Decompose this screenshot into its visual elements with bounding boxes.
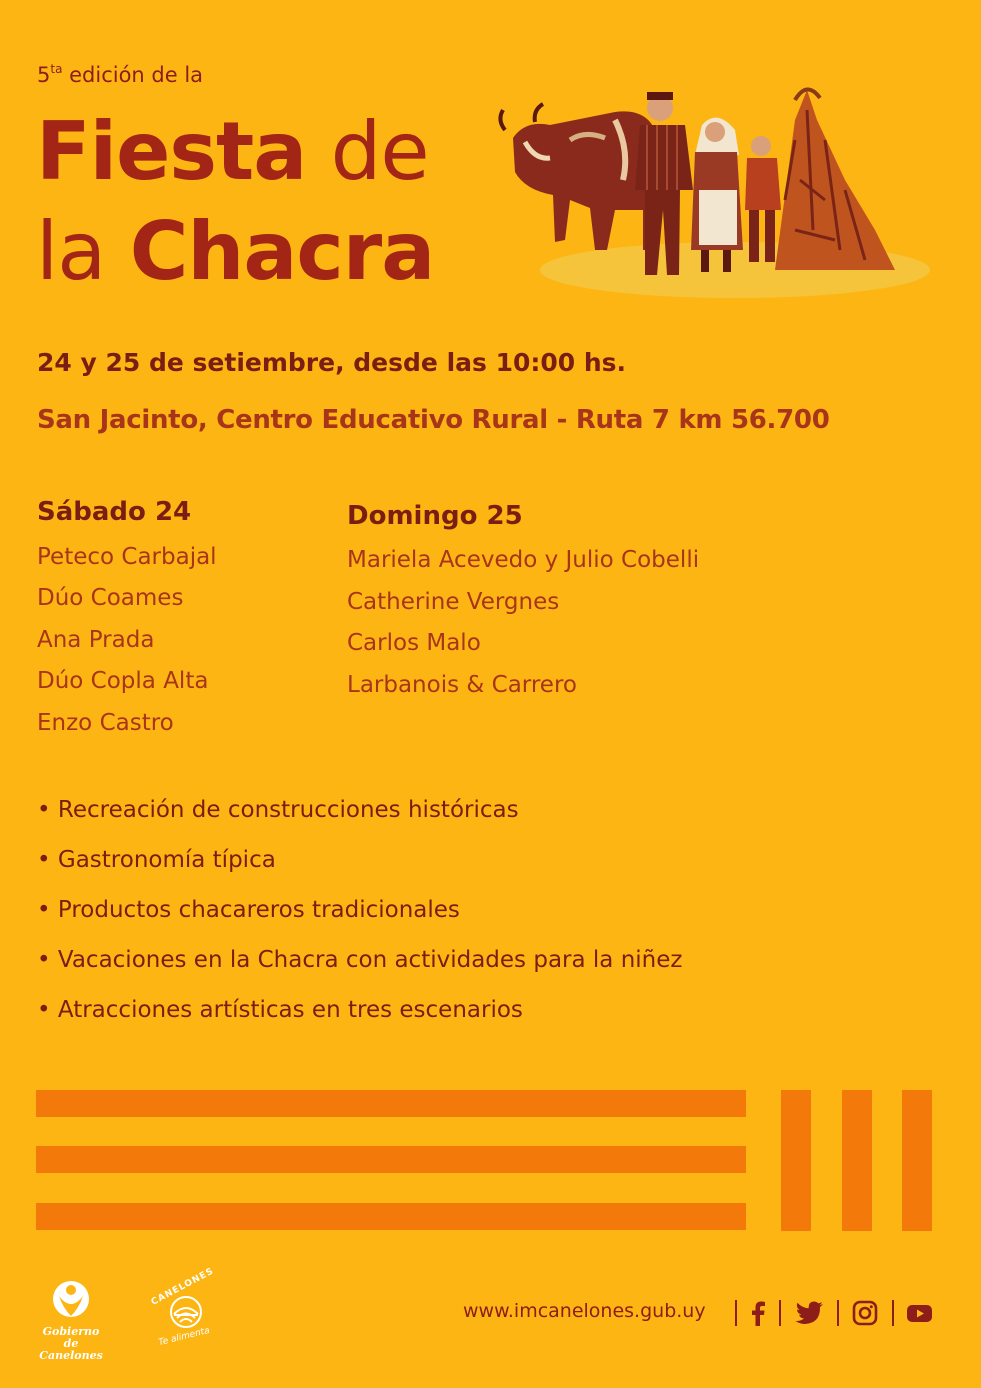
logo1-line-2: Canelones: [39, 1349, 103, 1362]
edition-number: 5: [37, 63, 51, 87]
gobierno-canelones-logo-icon: [51, 1278, 91, 1320]
decorative-stripe-horizontal: [36, 1146, 746, 1173]
canelones-te-alimenta-logo: [146, 1266, 226, 1352]
footer-separator: [779, 1300, 781, 1326]
saturday-title: Sábado 24: [37, 497, 192, 527]
edition-superscript: ta: [50, 62, 63, 76]
title-word-chacra: Chacra: [129, 205, 435, 298]
footer-separator: [892, 1300, 894, 1326]
feature-item: • Atracciones artísticas en tres escenarios: [37, 997, 523, 1023]
website-link[interactable]: www.imcanelones.gub.uy: [463, 1300, 706, 1322]
feature-item: • Vacaciones en la Chacra con actividades para la niñez: [37, 947, 683, 973]
sunday-act: Larbanois & Carrero: [347, 672, 577, 698]
logo2-top-text: CANELONES: [149, 1266, 216, 1308]
saturday-act: Dúo Coames: [37, 585, 184, 611]
logo2-bottom-text: Te alimenta: [157, 1325, 211, 1349]
decorative-stripe-horizontal: [36, 1090, 746, 1117]
gobierno-canelones-logo: [34, 1278, 108, 1362]
event-dates: 24 y 25 de setiembre, desde las 10:00 hs.: [37, 348, 627, 377]
title-word-de: de: [306, 105, 429, 198]
sunday-title: Domingo 25: [347, 501, 523, 531]
saturday-act: Dúo Copla Alta: [37, 668, 209, 694]
decorative-stripe-vertical: [781, 1090, 811, 1231]
title-word-fiesta: Fiesta: [36, 105, 307, 198]
sunday-act: Carlos Malo: [347, 630, 481, 656]
title-word-la: la: [36, 205, 130, 298]
footer-separator: [735, 1300, 737, 1326]
farmer-woman-illustration: [691, 118, 743, 272]
decorative-stripe-vertical: [842, 1090, 872, 1231]
logo1-line-1: Gobierno de: [42, 1325, 100, 1350]
feature-item: • Productos chacareros tradicionales: [37, 897, 460, 923]
decorative-stripe-vertical: [902, 1090, 932, 1231]
farm-illustration: [495, 80, 935, 310]
saturday-act: Enzo Castro: [37, 710, 174, 736]
corn-stalks-illustration: [775, 89, 895, 270]
event-location: San Jacinto, Centro Educativo Rural - Ruta 7 km 56.700: [37, 405, 830, 435]
youtube-icon[interactable]: [906, 1300, 933, 1326]
saturday-act: Peteco Carbajal: [37, 544, 217, 570]
facebook-icon[interactable]: [750, 1300, 766, 1326]
decorative-stripe-horizontal: [36, 1203, 746, 1230]
page-title-line-2: [36, 205, 435, 298]
page-title-line-1: [36, 105, 429, 198]
feature-item: • Recreación de construcciones históricas: [37, 797, 519, 823]
sunday-act: Catherine Vergnes: [347, 589, 560, 615]
edition-label: [37, 62, 203, 87]
twitter-icon[interactable]: [794, 1300, 824, 1326]
saturday-act: Ana Prada: [37, 627, 155, 653]
instagram-icon[interactable]: [852, 1300, 878, 1326]
footer-separator: [837, 1300, 839, 1326]
sunday-act: Mariela Acevedo y Julio Cobelli: [347, 547, 700, 573]
feature-item: • Gastronomía típica: [37, 847, 276, 873]
edition-text: edición de la: [62, 63, 204, 87]
